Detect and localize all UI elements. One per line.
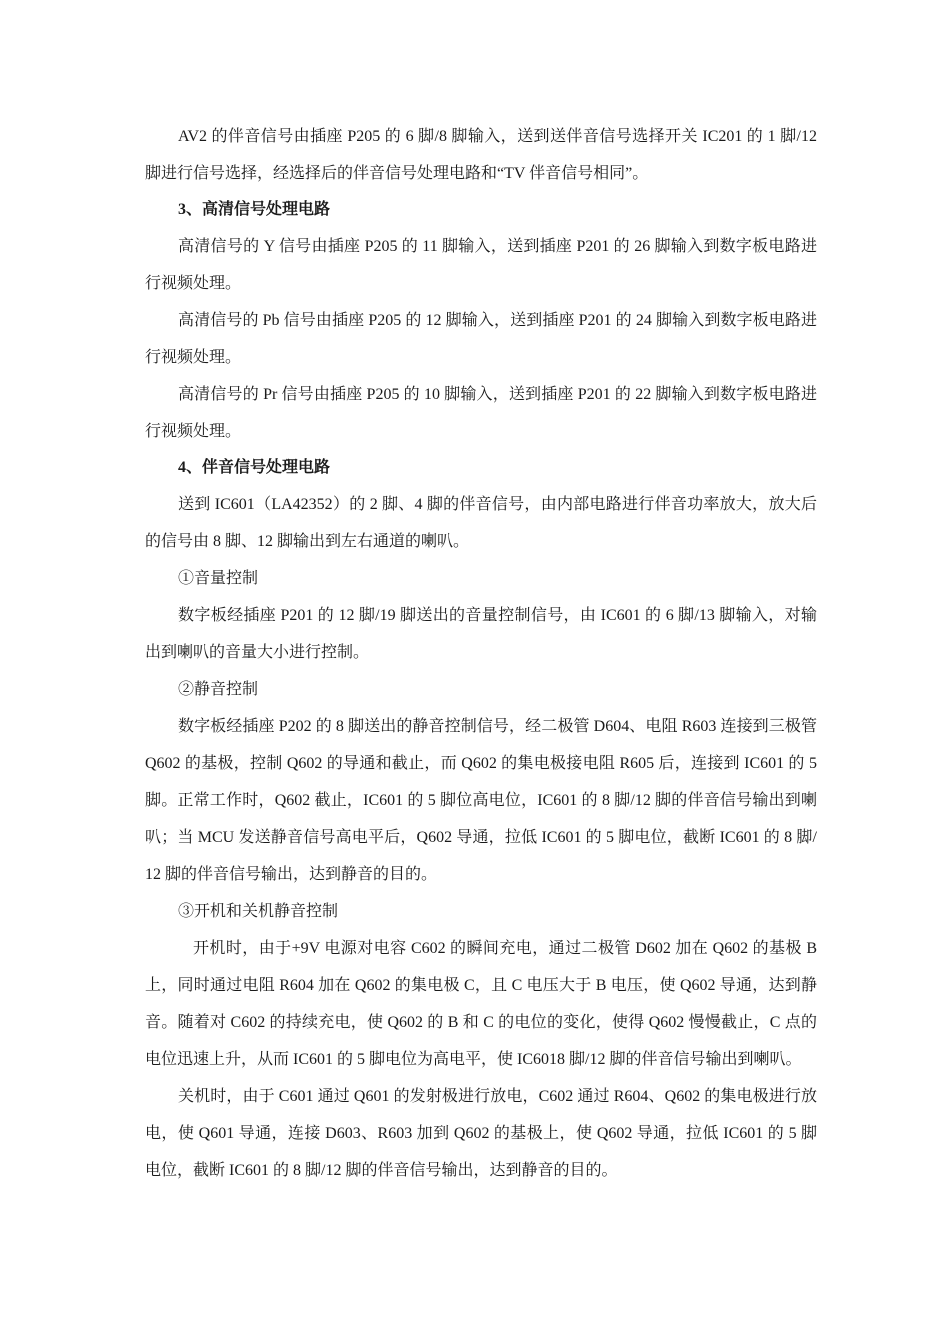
subheading-mute-control: ②静音控制 [178, 681, 259, 698]
paragraph-hd-y-signal: 高清信号的 Y 信号由插座 P205 的 11 脚输入，送到插座 P201 的 26 脚输入到数字板电路进行视频处理。 [145, 238, 817, 292]
subheading-volume-control: ①音量控制 [178, 570, 259, 587]
paragraph-mute-control: 数字板经插座 P202 的 8 脚送出的静音控制信号，经二极管 D604、电阻 R603 连接到三极管 Q602 的基极，控制 Q602 的导通和截止，而 Q602 的集电极接电阻 R605 后，连接到 IC601 的 5 脚。正常工作时，Q602 截止，IC601 的 5 脚位高电位，IC601 的 8 脚/12 脚的伴音信号输出到喇叭；当 MCU 发送静音信号高电平后，Q602 导通，拉低 IC601 的 5 脚电位，截断 IC601 的 8 脚/12 脚的伴音信号输出，达到静音的目的。 [145, 718, 817, 883]
heading-hd-signal: 3、高清信号处理电路 [178, 201, 331, 218]
paragraph-hd-pb-signal: 高清信号的 Pb 信号由插座 P205 的 12 脚输入，送到插座 P201 的 24 脚输入到数字板电路进行视频处理。 [145, 312, 817, 366]
paragraph-power-on-mute: 开机时，由于+9V 电源对电容 C602 的瞬间充电，通过二极管 D602 加在 Q602 的基极 B 上，同时通过电阻 R604 加在 Q602 的集电极 C，且 C 电压大于 B 电压，使 Q602 导通，达到静音。随着对 C602 的持续充电，使 Q602 的 B 和 C 的电位的变化，使得 Q602 慢慢截止，C 点的电位迅速上升，从而 IC601 的 5 脚电位为高电平，使 IC6018 脚/12 脚的伴音信号输出到喇叭。 [145, 940, 817, 1068]
paragraph-av2-audio: AV2 的伴音信号由插座 P205 的 6 脚/8 脚输入，送到送伴音信号选择开关 IC201 的 1 脚/12 脚进行信号选择，经选择后的伴音信号处理电路和“TV 伴音信号相同”。 [145, 128, 817, 182]
subheading-power-mute: ③开机和关机静音控制 [178, 903, 339, 920]
paragraph-volume-control: 数字板经插座 P201 的 12 脚/19 脚送出的音量控制信号，由 IC601 的 6 脚/13 脚输入，对输出到喇叭的音量大小进行控制。 [145, 607, 817, 661]
paragraph-power-off-mute: 关机时，由于 C601 通过 Q601 的发射极进行放电，C602 通过 R604、Q602 的集电极进行放电，使 Q601 导通，连接 D603、R603 加到 Q602 的基极上，使 Q602 导通，拉低 IC601 的 5 脚电位，截断 IC601 的 8 脚/12 脚的伴音信号输出，达到静音的目的。 [145, 1088, 817, 1179]
document-body [145, 118, 817, 1189]
paragraph-hd-pr-signal: 高清信号的 Pr 信号由插座 P205 的 10 脚输入，送到插座 P201 的 22 脚输入到数字板电路进行视频处理。 [145, 386, 817, 440]
heading-audio-signal: 4、伴音信号处理电路 [178, 459, 331, 476]
paragraph-audio-amplifier: 送到 IC601（LA42352）的 2 脚、4 脚的伴音信号，由内部电路进行伴音功率放大，放大后的信号由 8 脚、12 脚输出到左右通道的喇叭。 [145, 496, 817, 550]
